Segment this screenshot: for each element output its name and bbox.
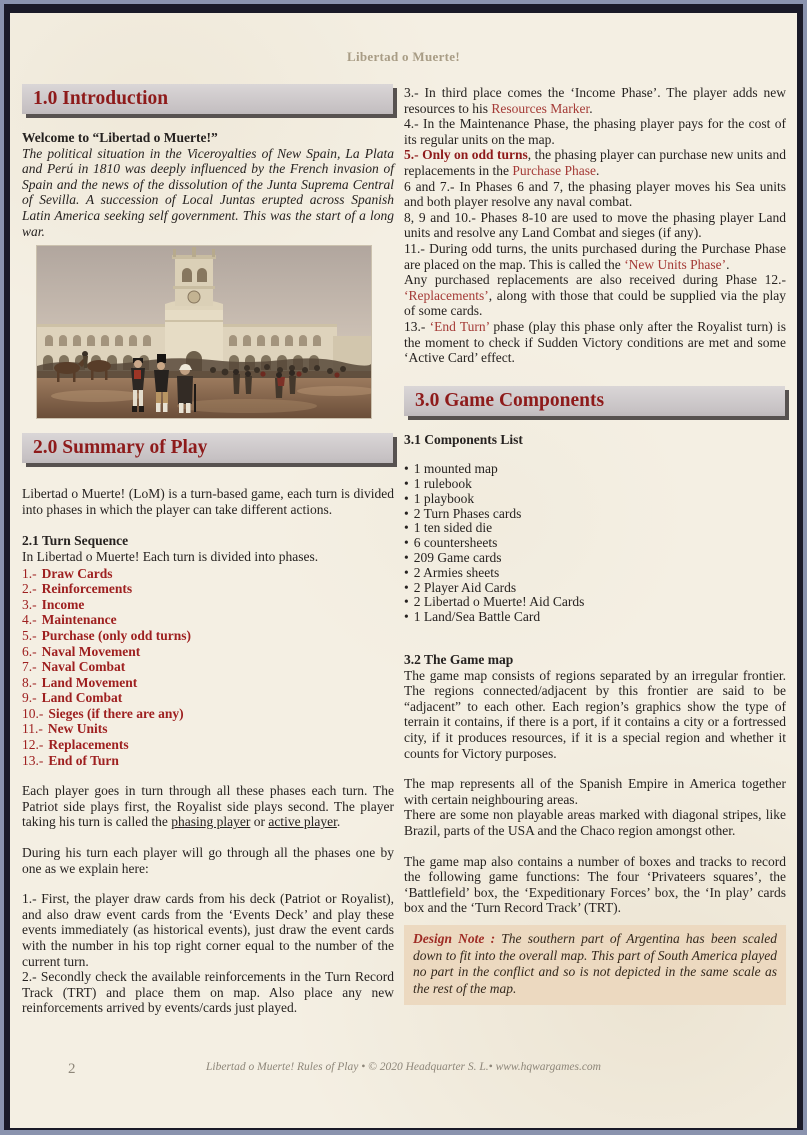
component-item: • 1 Land/Sea Battle Card	[404, 609, 541, 625]
welcome-heading: Welcome to “Libertad o Muerte!”	[22, 130, 218, 145]
component-item: • 1 playbook	[404, 490, 475, 506]
bullet-glyph: •	[404, 609, 409, 625]
gamemap-paragraph-1: The game map consists of regions separated by an irregular frontier. The regions connected/adjacent by this frontier are said to be “adjacent” to each other. Each region’s graphics show the type of terrain it contains, if there is a port, if it contains a city or a fortressed city, if it produces resources, if it is a special region and whether it counts for Victory purposes.	[404, 667, 786, 761]
end-turn-term: ‘End Turn’	[429, 318, 490, 334]
phase3-paragraph: 3.- In third place comes the ‘Income Phase’. The player adds new resources to his Resources Marker.	[404, 85, 786, 116]
section-heading-components	[404, 386, 785, 416]
phase-list-item: 1.- Draw Cards	[22, 565, 113, 581]
phase-list-item: 2.- Reinforcements	[22, 581, 133, 597]
cabildo-painting-svg	[37, 246, 371, 418]
phase-list-item: 6.- Naval Movement	[22, 643, 141, 659]
phase-list-item: 12.- Replacements	[22, 737, 129, 753]
phase13-paragraph: 13.- ‘End Turn’ phase (play this phase only after the Royalist turn) is the moment to check if Sudden Victory conditions are met and some ‘Active Card’ effect.	[404, 318, 787, 366]
design-note-text: The southern part of Argentina has been scaled down to fit into the overall map. This part of South America played no part in the conflict and so is not depicted in the same scale as the rest of the map.	[413, 930, 778, 996]
gamemap-paragraph-4: The game map also contains a number of boxes and tracks to record the following game functions: The four ‘Privateers squares’, the ‘Battlefield’ box, the ‘Expeditionary Forces’ box, the ‘In play’ cards box and the ‘Turn Record Track’ (TRT).	[404, 853, 786, 916]
component-item: • 2 Armies sheets	[404, 564, 500, 580]
components-list-heading: 3.1 Components List	[404, 431, 523, 447]
bullet-glyph: •	[404, 461, 409, 477]
cabildo-painting-image	[36, 245, 372, 419]
bullet-glyph: •	[404, 550, 409, 566]
step1-paragraph: 1.- First, the player draw cards from his deck (Patriot or Royalist), and also draw event cards from the ‘Events Deck’ and play these events immediately (as historical events), just draw the event cards with the number in his top right corner equal to the number of the current turn.	[22, 891, 394, 969]
bullet-glyph: •	[404, 476, 409, 492]
intro-paragraph: The political situation in the Viceroyalties of New Spain, La Plata and Perú in 1810 was deeply influenced by the French invasion of Spain and the news of the dissolution of the Junta Suprema Central of Sevilla. A succession of Local Juntas erupted across Spanish Latin America seeking self government. This was the start of a long war.	[22, 145, 394, 239]
component-item: • 2 Player Aid Cards	[404, 579, 517, 595]
turn-sequence-heading: 2.1 Turn Sequence	[22, 533, 129, 549]
purchase-phase-term: Purchase Phase	[512, 162, 596, 178]
resources-marker-term: Resources Marker	[491, 100, 590, 116]
phase5-paragraph: 5.- Only on odd turns, the phasing player can purchase new units and replacements in the Purchase Phase.	[404, 147, 786, 178]
phasing-player-term: phasing player	[171, 814, 251, 830]
component-item: • 6 countersheets	[404, 535, 498, 551]
phase-list-item: 8.- Land Movement	[22, 674, 138, 690]
page-footer	[10, 1061, 797, 1081]
bullet-glyph: •	[404, 535, 409, 551]
turn-sequence-intro: In Libertad o Muerte! Each turn is divided into phases.	[22, 548, 319, 564]
bullet-glyph: •	[404, 564, 409, 580]
components-list	[404, 462, 786, 625]
left-column	[22, 84, 394, 1016]
page-number: 2	[68, 1061, 76, 1077]
footer-text: Libertad o Muerte! Rules of Play • © 2020 Headquarter S. L.• www.hqwargames.com	[206, 1061, 601, 1073]
active-player-term: active player	[268, 814, 337, 830]
running-header: Libertad o Muerte!	[347, 49, 460, 64]
right-column	[404, 85, 786, 1005]
bullet-glyph: •	[404, 490, 409, 506]
design-note-label: Design Note :	[413, 930, 496, 946]
turn-phase-list	[22, 566, 394, 769]
phase-list-item: 4.- Maintenance	[22, 612, 117, 628]
section-heading-introduction	[22, 84, 393, 114]
phase-list-item: 5.- Purchase (only odd turns)	[22, 627, 192, 643]
phase-list-item: 11.- New Units	[22, 721, 108, 737]
gamemap-heading: 3.2 The Game map	[404, 652, 514, 668]
each-player-paragraph: Each player goes in turn through all these phases each turn. The Patriot side plays first, the Royalist side plays second. The player taking his turn is called the phasing player or active player.	[22, 783, 394, 830]
phase12-paragraph: Any purchased replacements are also received during Phase 12.- ‘Replacements’, along with those that could be supplied via the play of some cards.	[404, 272, 786, 319]
component-item: • 1 ten sided die	[404, 520, 493, 536]
phase4-paragraph: 4.- In the Maintenance Phase, the phasing player pays for the cost of its regular units on the map.	[404, 116, 786, 147]
section-heading-summary	[22, 433, 393, 463]
bullet-glyph: •	[404, 579, 409, 595]
component-item: • 209 Game cards	[404, 550, 502, 566]
during-turn-paragraph: During his turn each player will go through all the phases one by one as we explain here:	[22, 845, 394, 876]
section-heading-components-label: 3.0 Game Components	[415, 389, 605, 411]
step2-paragraph: 2.- Secondly check the available reinforcements in the Turn Record Track (TRT) and place them on map. Also place any new reinforcements arrived by events/cards just played.	[22, 969, 394, 1016]
document-page	[10, 13, 797, 1128]
component-item: • 2 Libertad o Muerte! Aid Cards	[404, 594, 585, 610]
phase-list-item: 10.- Sieges (if there are any)	[22, 705, 184, 721]
component-item: • 1 rulebook	[404, 476, 472, 492]
phase-list-item: 7.- Naval Combat	[22, 659, 126, 675]
bullet-glyph: •	[404, 520, 409, 536]
phase-list-item: 3.- Income	[22, 596, 85, 612]
gamemap-paragraph-3: There are some non playable areas marked with diagonal stripes, like Brazil, parts of the USA and the Chaco region amongst other.	[404, 807, 786, 838]
phase6-7-paragraph: 6 and 7.- In Phases 6 and 7, the phasing player moves his Sea units and both player resolve any naval combat.	[404, 178, 786, 210]
design-note-box	[404, 925, 786, 1005]
bullet-glyph: •	[404, 594, 409, 610]
component-item: • 2 Turn Phases cards	[404, 505, 522, 521]
new-units-phase-term: ‘New Units Phase’	[624, 256, 727, 272]
replacements-term: ‘Replacements’	[404, 287, 489, 303]
phase-list-item: 13.- End of Turn	[22, 752, 119, 768]
summary-paragraph: Libertad o Muerte! (LoM) is a turn-based game, each turn is divided into phases in which the player can take different actions.	[22, 486, 394, 517]
phase-list-item: 9.- Land Combat	[22, 690, 123, 706]
phase11-paragraph: 11.- During odd turns, the units purchased during the Purchase Phase are placed on the map. This is called the ‘New Units Phase’.	[404, 240, 786, 272]
gamemap-paragraph-2: The map represents all of the Spanish Empire in America together with certain neighbouring areas.	[404, 776, 786, 807]
bullet-glyph: •	[404, 505, 409, 521]
odd-turns-term: 5.- Only on odd turns	[404, 147, 528, 163]
section-heading-introduction-label: 1.0 Introduction	[33, 88, 169, 109]
component-item: • 1 mounted map	[404, 461, 498, 477]
phase8-10-paragraph: 8, 9 and 10.- Phases 8-10 are used to move the phasing player Land units and resolve any Land Combat and sieges (if any).	[404, 209, 786, 241]
section-heading-summary-label: 2.0 Summary of Play	[33, 437, 208, 459]
